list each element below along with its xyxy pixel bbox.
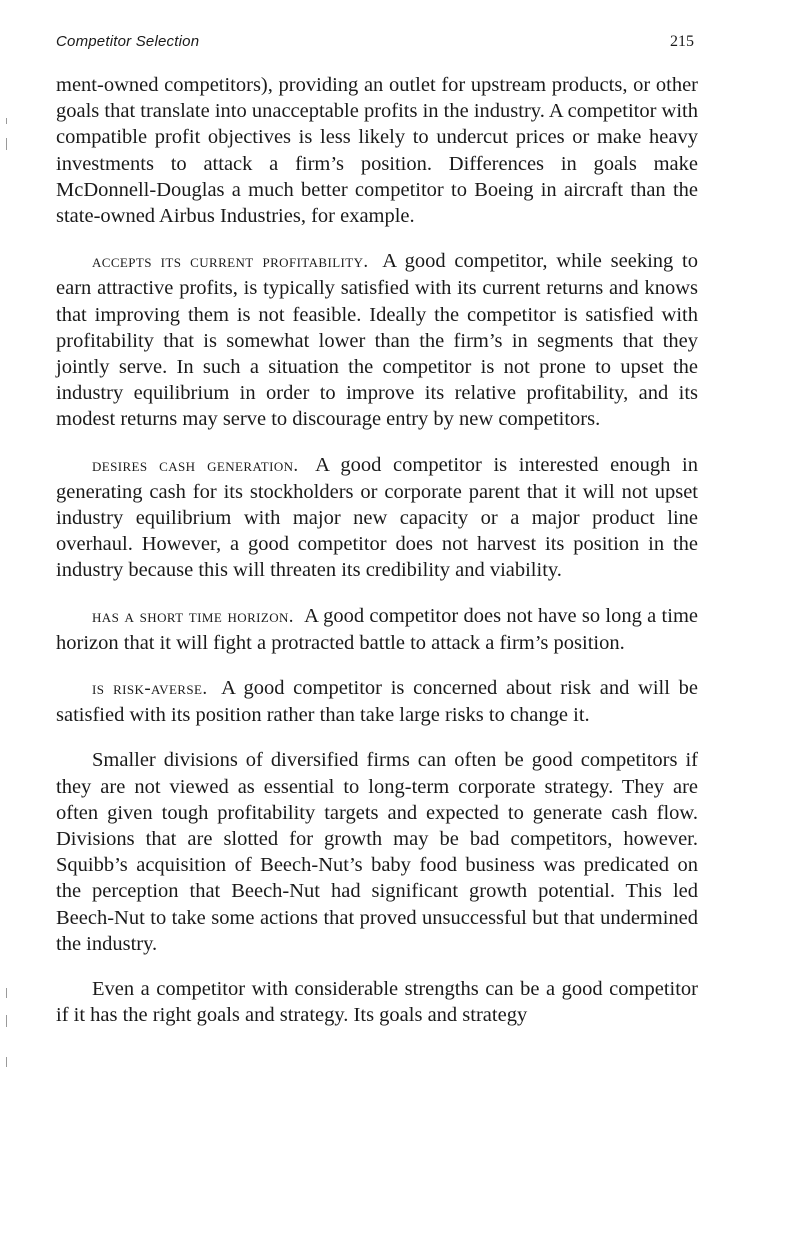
- run-in-heading: desires cash generation.: [92, 454, 299, 476]
- paragraph-text: A good competitor is interested enough in generating cash for its stockholders or corporate parent that it will not upset industry equilibrium with major new capacity or a major product line overhaul. However, a good competitor does not harvest its position in the industry because this will threaten its credibility and viability.: [56, 453, 698, 582]
- paragraph-text: A good competitor is concerned about risk and will be satisfied with its position rather than take large risks to change it.: [56, 677, 699, 727]
- running-head: [56, 33, 696, 59]
- paragraph-text: A good competitor does not have so long a time horizon that it will fight a protracted battle to attack a firm’s position.: [56, 604, 698, 654]
- paragraph-accepts-profitability: [56, 248, 698, 432]
- paragraph-continued: [56, 72, 698, 229]
- running-title: Competitor Selection: [56, 33, 200, 50]
- paragraph-text: ment-owned competitors), providing an outlet for upstream products, or other goals that translate into unacceptable profits in the industry. A competitor with compatible profit objectives is less likely to undercut prices or make heavy investments to attack a firm’s position. Differences in goals make McDonnell-Douglas a much better competitor to Boeing in aircraft than the state-owned Airbus Industries, for example.: [56, 74, 698, 228]
- page-number: 215: [670, 33, 694, 50]
- paragraph-time-horizon: [56, 603, 698, 656]
- paragraph-considerable-strengths: [56, 976, 698, 1028]
- body-text: [56, 72, 698, 1048]
- paragraph-text: A good competitor, while seeking to earn attractive profits, is typically satisfied with its current returns and knows that improving them is not feasible. Ideally the competitor is satisfied with profitability that is somewhat lower than the firm’s in segments that they jointly serve. In such a situation the competitor is not prone to upset the industry equilibrium in order to improve its relative profitability, and its modest returns may serve to discourage entry by new competitors.: [56, 250, 698, 431]
- scan-speck: [6, 1015, 7, 1027]
- paragraph-cash-generation: [56, 452, 698, 584]
- scan-speck: [6, 1057, 7, 1067]
- paragraph-text: Even a competitor with considerable strengths can be a good competitor if it has the right goals and strategy. Its goals and strategy: [56, 978, 698, 1027]
- run-in-heading: is risk-averse.: [92, 678, 208, 700]
- scan-speck: [6, 118, 7, 124]
- paragraph-risk-averse: [56, 675, 698, 728]
- paragraph-smaller-divisions: [56, 747, 698, 957]
- run-in-heading: has a short time horizon.: [92, 605, 294, 627]
- scan-speck: [6, 138, 7, 150]
- scan-margin-marks: [0, 0, 20, 1236]
- paragraph-text: Smaller divisions of diversified firms can often be good competitors if they are not viewed as essential to long-term corporate strategy. They are often given tough profitability targets and expected to generate cash flow. Divisions that are slotted for growth may be bad competitors, however. Squibb’s acquisition of Beech-Nut’s baby food business was predicated on the perception that Beech-Nut had significant growth potential. This led Beech-Nut to take some actions that proved unsuccessful but that undermined the industry.: [56, 749, 698, 955]
- scan-speck: [6, 988, 7, 998]
- run-in-heading: accepts its current profitability.: [92, 251, 369, 273]
